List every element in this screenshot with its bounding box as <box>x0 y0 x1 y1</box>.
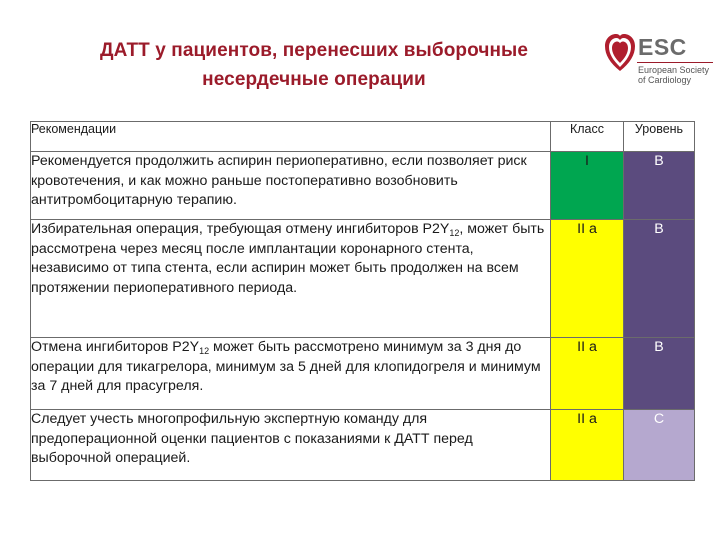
heart-logo-icon <box>604 33 636 73</box>
level-cell: B <box>624 338 695 410</box>
table-row <box>31 152 695 220</box>
esc-logo-line-1: European Society <box>638 65 710 75</box>
level-cell: B <box>624 220 695 338</box>
class-cell: II a <box>551 410 624 481</box>
recommendation-text: Следует учесть многопрофильную экспертную команду для предоперационной оценки пациентов с показаниями к ДАТТ перед выборочной операцией. <box>31 410 551 481</box>
header-class: Класс <box>551 122 624 152</box>
class-cell: II a <box>551 220 624 338</box>
level-cell: C <box>624 410 695 481</box>
slide-title-line-2: несердечные операции <box>202 69 426 90</box>
recommendations-table <box>30 121 695 481</box>
header-level: Уровень <box>624 122 695 152</box>
esc-logo-name: ESC <box>638 34 687 60</box>
recommendation-text <box>31 338 551 410</box>
slide-title <box>40 36 588 94</box>
recommendation-text <box>31 220 551 338</box>
class-cell: I <box>551 152 624 220</box>
esc-logo-text <box>638 35 709 85</box>
esc-logo-rule <box>637 62 713 63</box>
table-row <box>31 220 695 338</box>
table-header-row <box>31 122 695 152</box>
table-row <box>31 338 695 410</box>
level-cell: B <box>624 152 695 220</box>
slide-title-line-1: ДАТТ у пациентов, перенесших выборочные <box>99 40 529 61</box>
subscript: 12 <box>199 346 210 356</box>
recommendation-text-part: Отмена ингибиторов P2Y <box>31 339 200 355</box>
recommendation-text: Рекомендуется продолжить аспирин периоперативно, если позволяет риск кровотечения, и как можно раньше постоперативно возобновить антитромбоцитарную терапию. <box>31 152 551 220</box>
esc-logo-line-2: of Cardiology <box>638 75 692 85</box>
recommendation-text-part: , может быть рассмотрена через месяц после имплантации коронарного стента, независимо от типа стента, если аспирин может быть продолжен на всем протяжении периоперативного периода. <box>31 221 545 296</box>
subscript: 12 <box>449 228 460 238</box>
recommendation-text-part: может быть рассмотрено минимум за 3 дня до операции для тикагрелора, минимум за 5 дней для клопидогреля и минимум за 7 дней для прасугреля. <box>31 339 541 394</box>
esc-logo <box>604 33 714 93</box>
table-row <box>31 410 695 481</box>
class-cell: II a <box>551 338 624 410</box>
header-recommendations: Рекомендации <box>31 122 551 152</box>
recommendation-text-part: Избирательная операция, требующая отмену ингибиторов P2Y <box>31 221 450 237</box>
